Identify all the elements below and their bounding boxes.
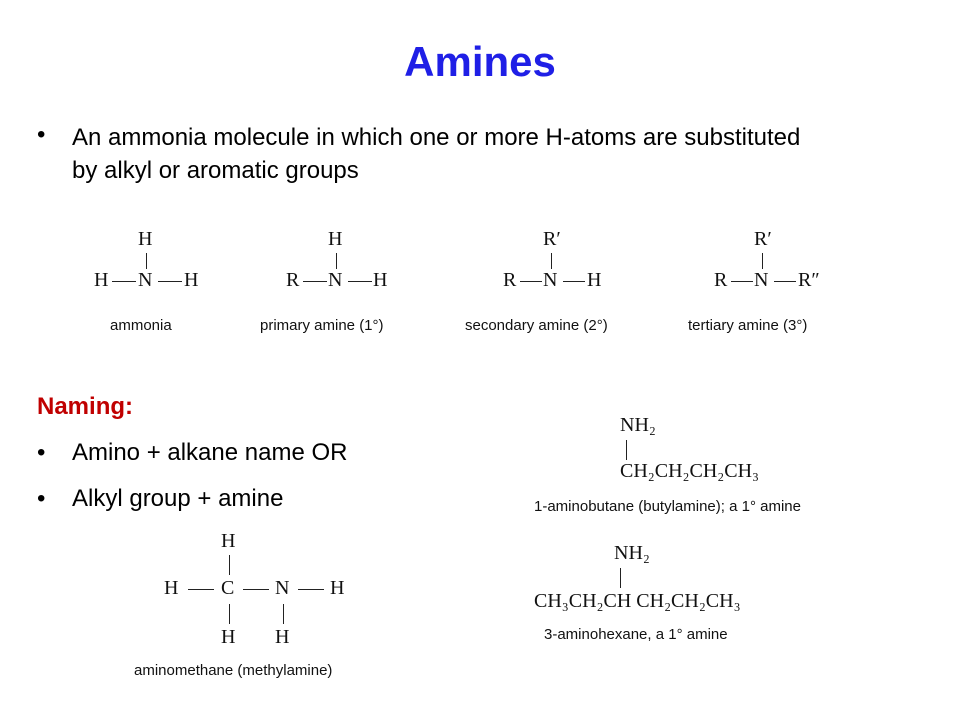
atom-n: N xyxy=(275,577,290,599)
atom-n-bottom-h: H xyxy=(275,626,290,648)
intro-bullet-text: An ammonia molecule in which one or more H-atoms are substituted by alkyl or aromatic groups xyxy=(72,124,801,184)
bullet-dot: • xyxy=(37,439,46,466)
atom-right: R″ xyxy=(798,269,820,291)
structure-primary-amine xyxy=(260,224,430,344)
structure-caption: tertiary amine (3°) xyxy=(688,317,808,334)
structure-secondary-amine xyxy=(465,224,645,344)
atom-left: H xyxy=(94,269,109,291)
atom-c: C xyxy=(221,577,235,599)
atom-top: H xyxy=(138,228,153,250)
nh2-group: NH₂ xyxy=(620,414,656,436)
atom-left: R xyxy=(714,269,728,291)
atom-left: R xyxy=(503,269,517,291)
atom-right: H xyxy=(184,269,199,291)
structure-caption: 1-aminobutane (butylamine); a 1° amine xyxy=(534,498,801,515)
carbon-chain: CH₂CH₂CH₂CH₃ xyxy=(620,460,760,482)
atom-center: N xyxy=(328,269,343,291)
naming-bullet-1: Amino + alkane name OR xyxy=(72,439,348,466)
atom-c-bottom-h: H xyxy=(221,626,236,648)
structure-caption: secondary amine (2°) xyxy=(465,317,608,334)
structure-caption: primary amine (1°) xyxy=(260,317,384,334)
structure-butylamine xyxy=(530,410,880,525)
structure-aminohexane xyxy=(530,538,830,653)
structure-methylamine xyxy=(130,528,400,688)
structure-ammonia xyxy=(80,224,230,344)
atom-right: H xyxy=(587,269,602,291)
bullet-dot: • xyxy=(37,121,46,148)
atom-center: N xyxy=(754,269,769,291)
naming-bullet-2: Alkyl group + amine xyxy=(72,485,284,512)
atom-top: R′ xyxy=(543,228,561,250)
carbon-chain: CH₃CH₂CH CH₂CH₂CH₃ xyxy=(534,590,741,612)
atom-center: N xyxy=(138,269,153,291)
atom-top: H xyxy=(328,228,343,250)
atom-left: R xyxy=(286,269,300,291)
structure-caption: 3-aminohexane, a 1° amine xyxy=(544,626,728,643)
atom-center: N xyxy=(543,269,558,291)
bullet-dot: • xyxy=(37,485,46,512)
slide-title: Amines xyxy=(404,38,556,85)
structure-caption: ammonia xyxy=(110,317,172,334)
atom-top-h: H xyxy=(221,530,236,552)
naming-heading: Naming: xyxy=(37,393,133,420)
structure-caption: aminomethane (methylamine) xyxy=(134,662,333,679)
atom-h-right: H xyxy=(330,577,345,599)
atom-right: H xyxy=(373,269,388,291)
atom-top: R′ xyxy=(754,228,772,250)
atom-h-left: H xyxy=(164,577,179,599)
nh2-group: NH₂ xyxy=(614,542,650,564)
structure-tertiary-amine xyxy=(688,224,858,344)
